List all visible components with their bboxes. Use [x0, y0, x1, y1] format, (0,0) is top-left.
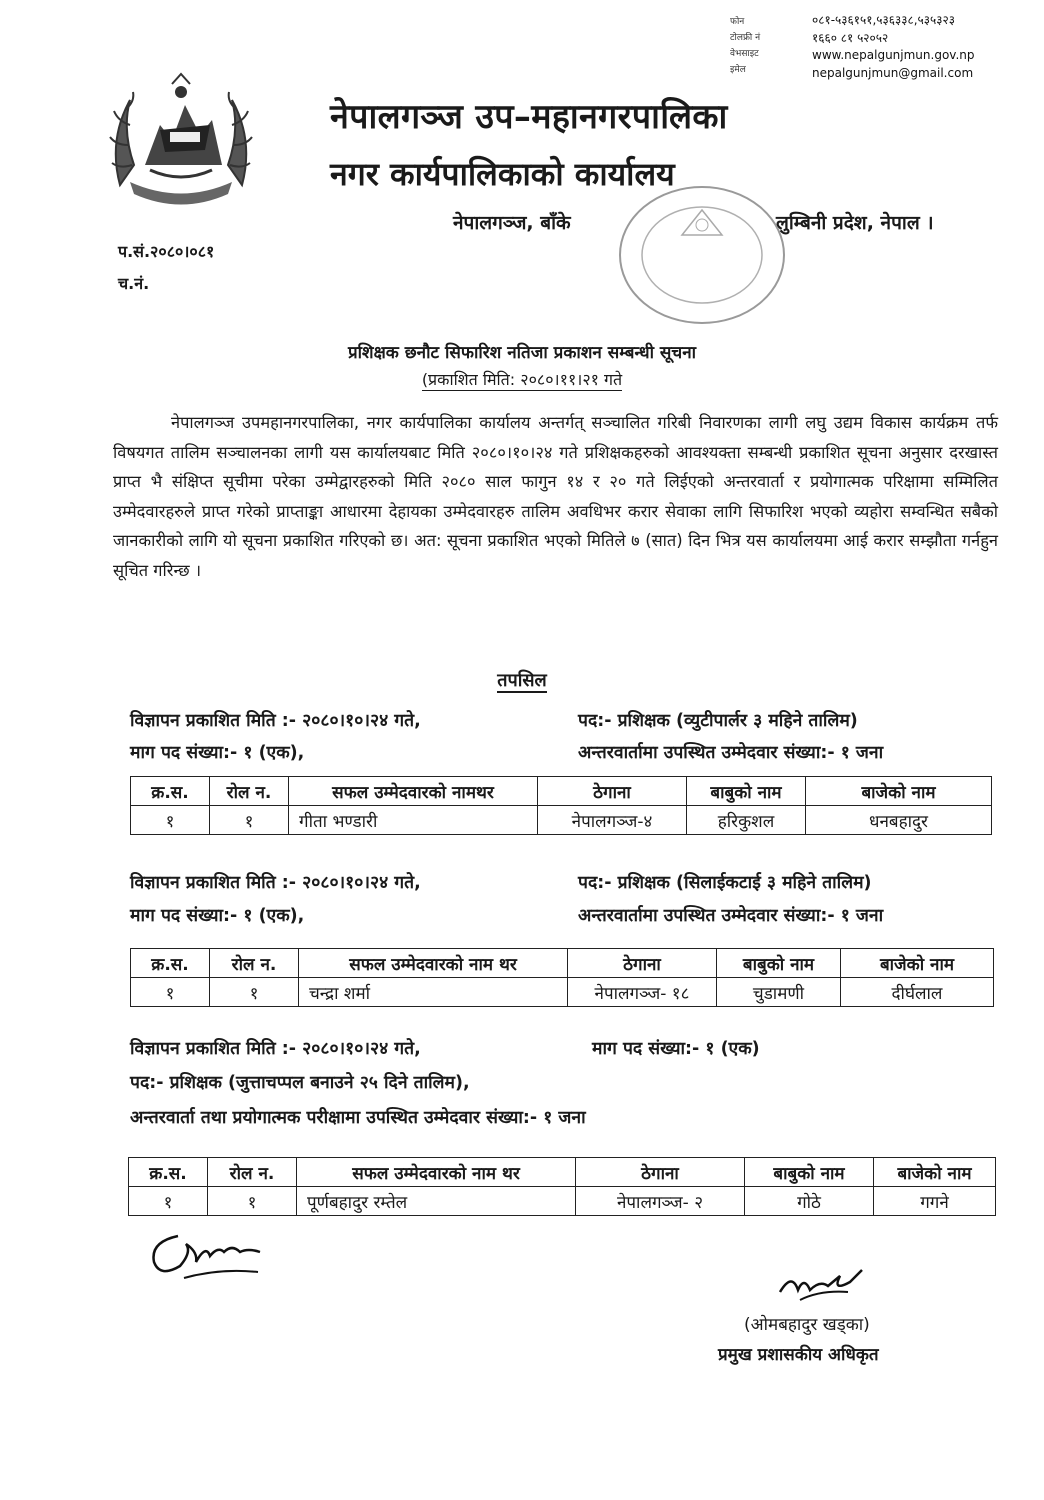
contact-label-website: वेभसाइट — [730, 49, 759, 59]
contact-values — [812, 12, 975, 82]
signatory-name: (ओमबहादुर खड्का) — [744, 1315, 870, 1335]
contact-phone: ०८१-५३६१५१,५३६३३८,५३५३२३ — [812, 13, 956, 27]
col-address: ठेगाना — [576, 1158, 745, 1187]
cell-grandfather: धनबहादुर — [806, 806, 992, 835]
col-father: बाबुको नाम — [745, 1158, 874, 1187]
cell-grandfather: दीर्घलाल — [841, 978, 994, 1007]
cell-sn: १ — [129, 1187, 208, 1216]
col-roll: रोल न. — [210, 777, 289, 806]
contact-email: nepalgunjmun@gmail.com — [812, 65, 974, 80]
col-name: सफल उम्मेदवारको नाम थर — [297, 1158, 576, 1187]
signature-right — [770, 1262, 870, 1306]
office-title-line2: नगर कार्यपालिकाको कार्यालय — [330, 155, 675, 193]
col-father: बाबुको नाम — [687, 777, 806, 806]
cell-father: गोठे — [745, 1187, 874, 1216]
col-grandfather: बाजेको नाम — [874, 1158, 996, 1187]
table-row — [131, 978, 994, 1007]
cell-grandfather: गगने — [874, 1187, 996, 1216]
col-name: सफल उम्मेदवारको नामथर — [289, 777, 538, 806]
notice-body: नेपालगञ्ज उपमहानगरपालिका, नगर कार्यपालिका कार्यालय अन्तर्गत् सञ्चालित गरिबी निवारणका लागी लघु उद्यम विकास कार्यक्रम तर्फ विषयगत तालिम सञ्चालनका लागी यस कार्यालयबाट मिति २०८०।१०।२४ गते प्रशिक्षकहरुको आवश्यक्ता सम्बन्धी प्रकाशित सूचना अनुसार दरखास्त प्राप्त भै संक्षिप्त सूचीमा परेका उम्मेद्वारहरुको मिति २०८० साल फागुन १४ र २० गते लिईएको अन्तरवार्ता र प्रयोगात्मक परिक्षामा सम्मिलित उम्मेदवारहरुले प्राप्त गरेको प्राप्ताङ्का आधारमा देहायका उम्मेदवारहरु तालिम अवधिभर करार सेवाका लागि सिफारिश भएको व्यहोरा सम्वन्धित सबैको जानकारीको लागि यो सूचना प्रकाशित गरिएको छ। अत: सूचना प्रकाशित भएको मितिले ७ (सात) दिन भित्र यस कार्यालयमा आई करार सम्झौता गर्नहुन सूचित गरिन्छ । — [113, 413, 998, 580]
notice-title: प्रशिक्षक छनौट सिफारिश नतिजा प्रकाशन सम्बन्धी सूचना — [347, 343, 697, 363]
col-address: ठेगाना — [538, 777, 687, 806]
office-title-line1: नेपालगञ्ज उप–महानगरपालिका — [330, 97, 728, 137]
col-sn: क्र.स. — [131, 777, 210, 806]
section2-table — [130, 948, 994, 1007]
section3-attended: अन्तरवार्ता तथा प्रयोगात्मक परीक्षामा उपस्थित उम्मेदवार संख्या:- १ जना — [130, 1108, 586, 1128]
table-header-row — [129, 1158, 996, 1187]
section3-table — [128, 1157, 996, 1216]
cell-sn: १ — [131, 978, 210, 1007]
contact-label-tollfree: टोलफ्री नं — [730, 33, 761, 43]
col-name: सफल उम्मेदवारको नाम थर — [299, 949, 568, 978]
table-header-row — [131, 777, 992, 806]
col-sn: क्र.स. — [131, 949, 210, 978]
table-header-row — [131, 949, 994, 978]
cell-name: पूर्णबहादुर रम्तेल — [297, 1187, 576, 1216]
table-row — [131, 806, 992, 835]
col-roll: रोल न. — [208, 1158, 297, 1187]
tapasil-heading-wrap — [0, 668, 1044, 692]
cell-roll: १ — [208, 1187, 297, 1216]
location-district: नेपालगञ्ज, बाँके — [453, 212, 571, 234]
section3-post: पद:- प्रशिक्षक (जुत्ताचप्पल बनाउने २५ दिने तालिम), — [130, 1073, 470, 1093]
contact-tollfree: १६६० ८१ ५२०५२ — [812, 30, 889, 45]
reference-number: प.सं.२०८०।०८१ — [118, 242, 215, 261]
section1-ad-date: विज्ञापन प्रकाशित मिति :- २०८०।१०।२४ गते, — [130, 711, 421, 731]
notice-date-wrap — [0, 368, 1044, 390]
col-grandfather: बाजेको नाम — [841, 949, 994, 978]
cell-father: चुडामणी — [717, 978, 841, 1007]
dispatch-number: च.नं. — [118, 274, 150, 293]
section1-demand: माग पद संख्या:- १ (एक), — [130, 743, 305, 763]
col-sn: क्र.स. — [129, 1158, 208, 1187]
cell-address: नेपालगञ्ज- २ — [576, 1187, 745, 1216]
cell-roll: १ — [210, 806, 289, 835]
section2-demand: माग पद संख्या:- १ (एक), — [130, 906, 305, 926]
section1-table — [130, 776, 992, 835]
col-roll: रोल न. — [210, 949, 299, 978]
contact-website: www.nepalgunjmun.gov.np — [812, 48, 975, 62]
cell-roll: १ — [210, 978, 299, 1007]
section1-attended: अन्तरवार्तामा उपस्थित उम्मेदवार संख्या:- १ जना — [578, 743, 884, 763]
section2-ad-date: विज्ञापन प्रकाशित मिति :- २०८०।१०।२४ गते, — [130, 873, 421, 893]
location-province: लुम्बिनी प्रदेश, नेपाल । — [776, 212, 934, 234]
section1-post: पद:- प्रशिक्षक (व्युटीपार्लर ३ महिने तालिम) — [578, 711, 858, 731]
office-stamp — [612, 180, 792, 330]
tapasil-heading: तपसिल — [497, 670, 547, 691]
section3-demand: माग पद संख्या:- १ (एक) — [592, 1039, 760, 1059]
col-grandfather: बाजेको नाम — [806, 777, 992, 806]
cell-father: हरिकुशल — [687, 806, 806, 835]
section3-ad-date: विज्ञापन प्रकाशित मिति :- २०८०।१०।२४ गते, — [130, 1039, 421, 1059]
contact-labels — [730, 14, 760, 78]
cell-address: नेपालगञ्ज- १८ — [568, 978, 717, 1007]
section2-attended: अन्तरवार्तामा उपस्थित उम्मेदवार संख्या:- १ जना — [578, 906, 884, 926]
col-father: बाबुको नाम — [717, 949, 841, 978]
cell-name: चन्द्रा शर्मा — [299, 978, 568, 1007]
contact-label-email: इमेल — [730, 65, 746, 75]
notice-date: (प्रकाशित मिति: २०८०।११।२१ गते — [421, 370, 623, 389]
signatory-post: प्रमुख प्रशासकीय अधिकृत — [718, 1345, 879, 1365]
contact-label-phone: फोन — [730, 17, 745, 27]
cell-address: नेपालगञ्ज-४ — [538, 806, 687, 835]
signature-left — [140, 1222, 270, 1284]
table-row — [129, 1187, 996, 1216]
col-address: ठेगाना — [568, 949, 717, 978]
cell-name: गीता भण्डारी — [289, 806, 538, 835]
section2-post: पद:- प्रशिक्षक (सिलाईकटाई ३ महिने तालिम) — [578, 873, 872, 893]
cell-sn: १ — [131, 806, 210, 835]
nepal-emblem-icon — [100, 70, 262, 210]
